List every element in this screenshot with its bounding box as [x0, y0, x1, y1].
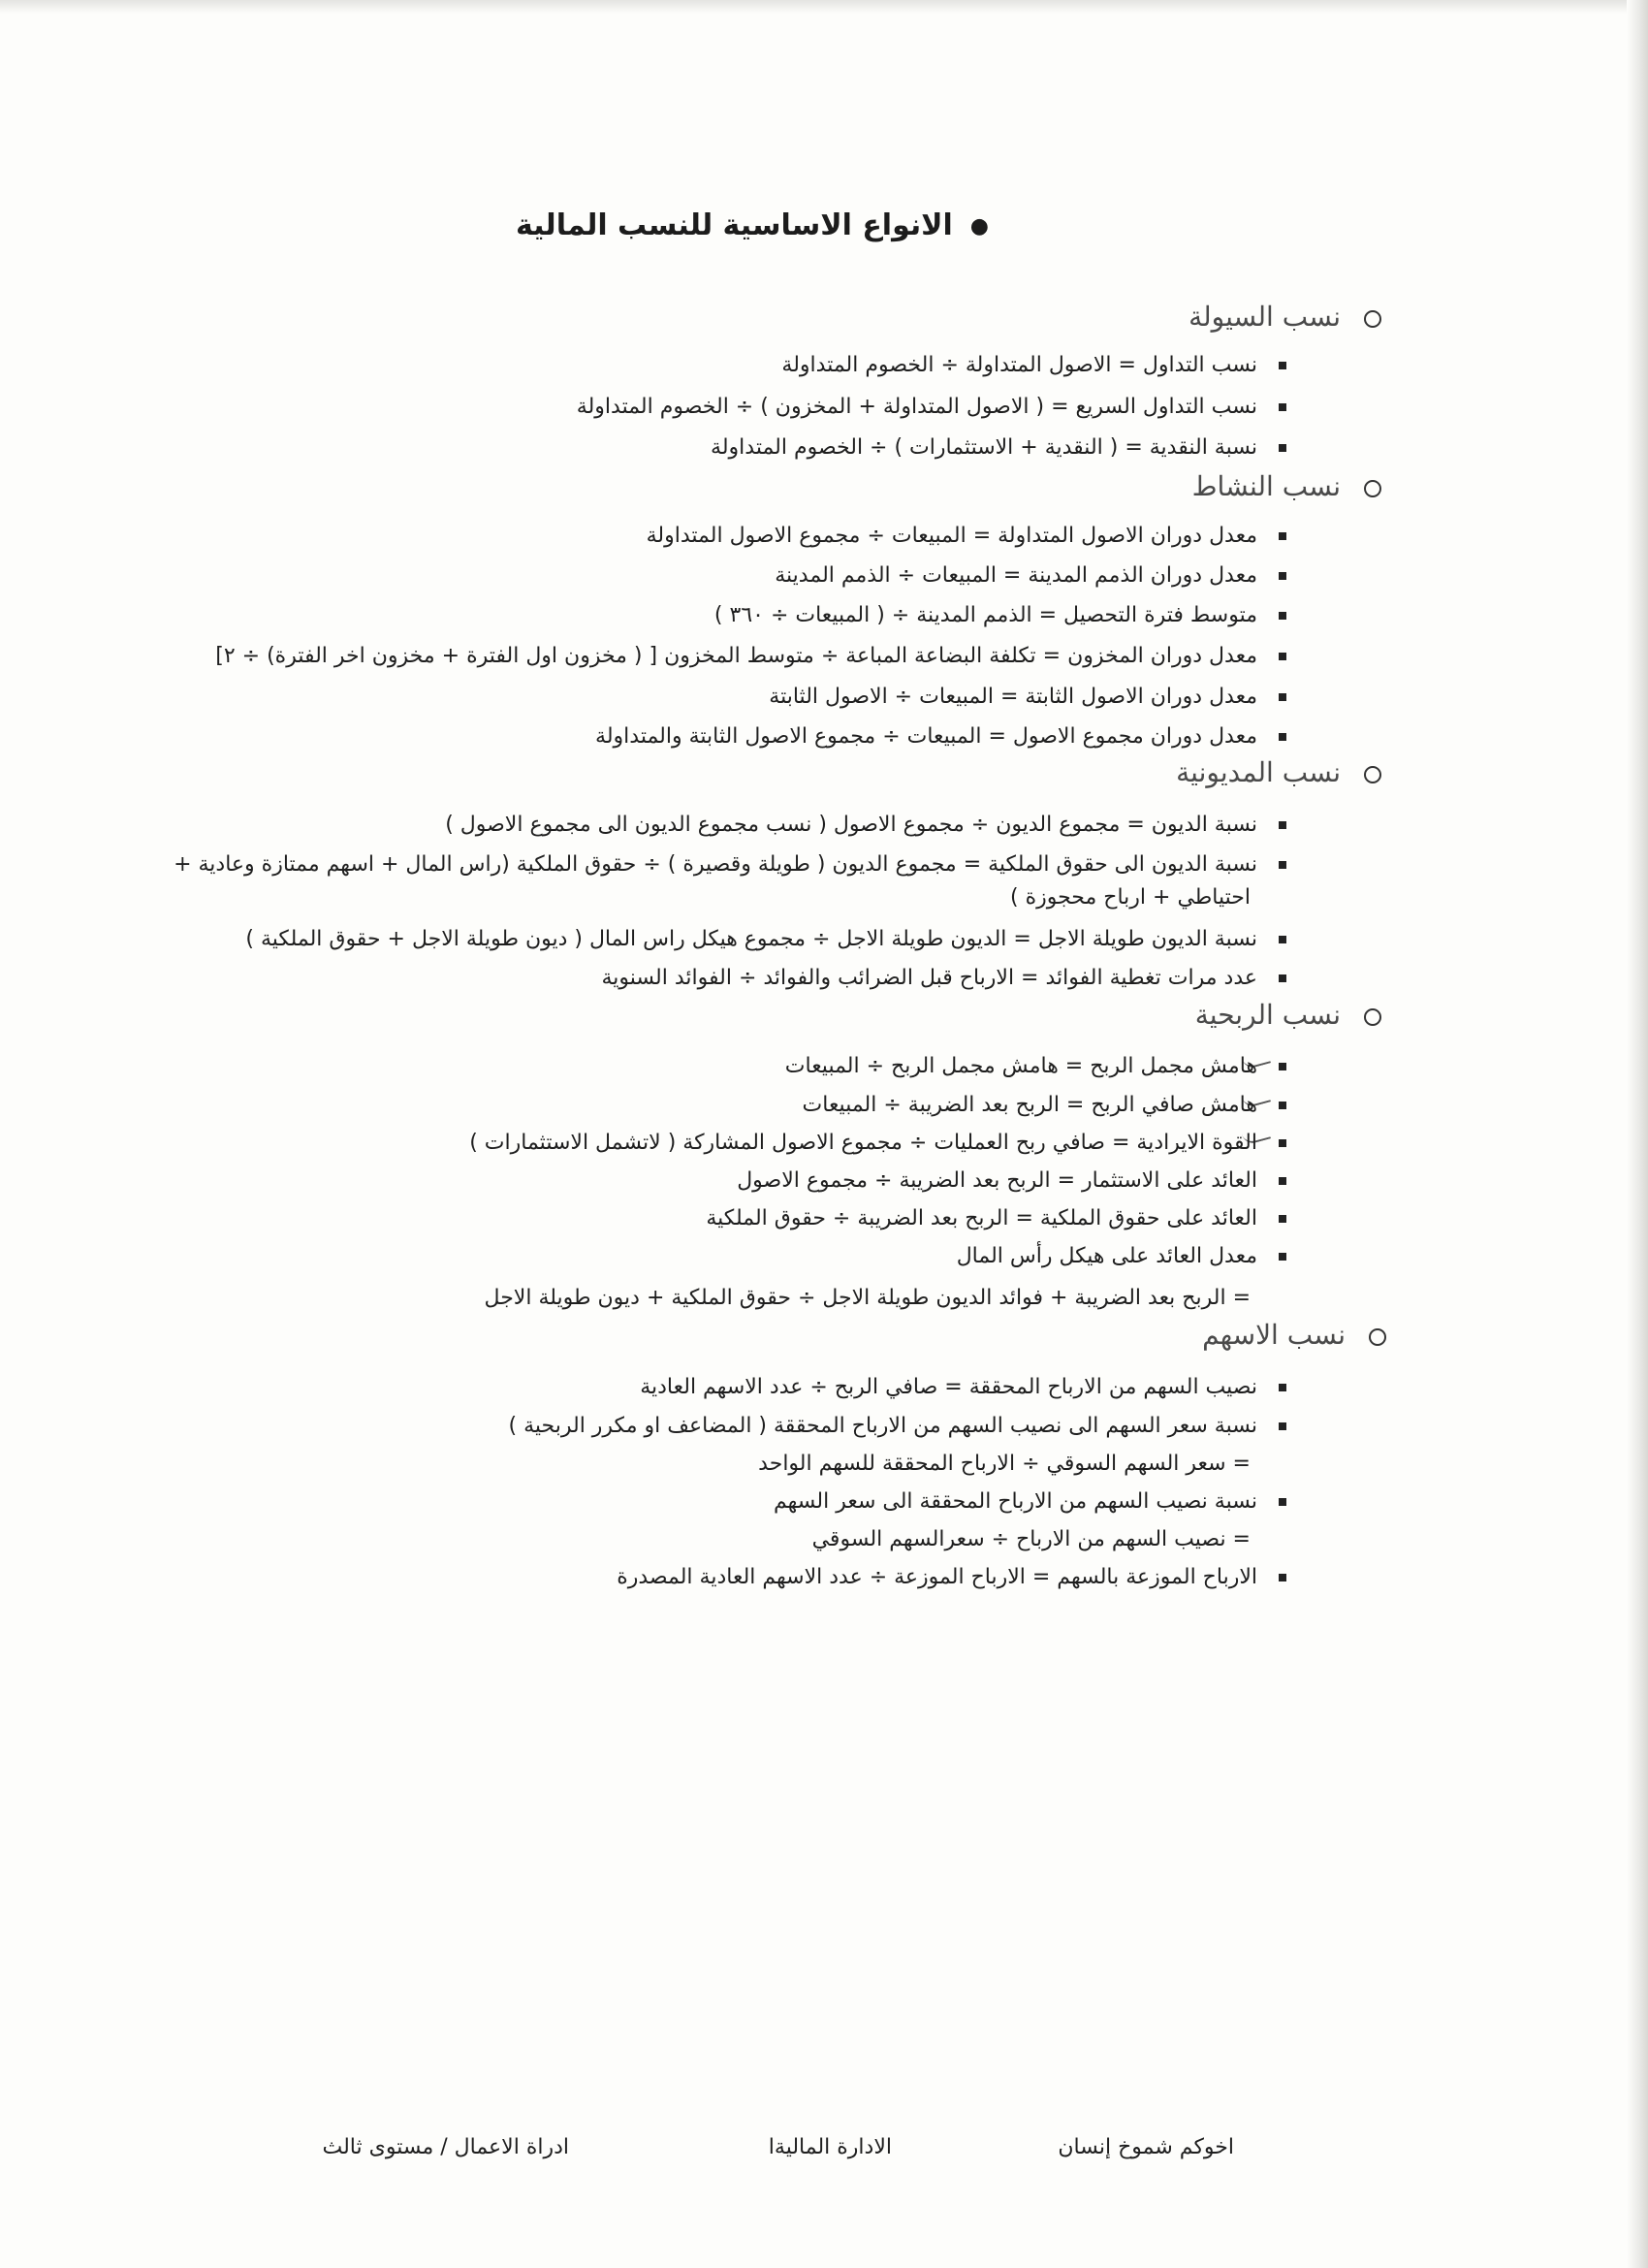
list-item: نسبة نصيب السهم من الارباح المحققة الى سعر السهم [774, 1484, 1286, 1520]
square-bullet-icon [1279, 821, 1286, 829]
square-bullet-icon [1279, 693, 1286, 701]
square-bullet-icon [1279, 403, 1286, 411]
page-title-text: الانواع الاساسية للنسب المالية [515, 208, 953, 242]
list-item-continuation: احتياطي + ارباح محجوزة ) [1010, 885, 1251, 910]
square-bullet-icon [1279, 1498, 1286, 1506]
section-heading-debt: نسب المديونية [1176, 756, 1381, 788]
list-item: نسب التداول = الاصول المتداولة ÷ الخصوم المتداولة [781, 347, 1286, 384]
list-item: هامش صافي الربح = الربح بعد الضريبة ÷ المبيعات [803, 1087, 1286, 1124]
list-item: نسبة الديون الى حقوق الملكية = مجموع الديون ( طويلة وقصيرة ) ÷ حقوق الملكية (راس المال + اسهم ممتازة وعادية + [174, 847, 1286, 883]
list-item: معدل دوران المخزون = تكلفة البضاعة المباعة ÷ متوسط المخزون [ ( مخزون اول الفترة + مخزون اخر الفترة) ÷ ٢] [215, 638, 1286, 675]
list-item: العائد على الاستثمار = الربح بعد الضريبة ÷ مجموع الاصول [737, 1163, 1286, 1199]
section-heading-liquidity: نسب السيولة [1188, 301, 1381, 333]
list-item: معدل دوران مجموع الاصول = المبيعات ÷ مجموع الاصول الثابتة والمتداولة [595, 719, 1286, 755]
square-bullet-icon [1279, 1422, 1286, 1430]
list-item-continuation: = الربح بعد الضريبة + فوائد الديون طويلة الاجل ÷ حقوق الملكية + ديون طويلة الاجل [484, 1286, 1251, 1310]
square-bullet-icon [1279, 444, 1286, 452]
circle-bullet-icon [1364, 480, 1381, 497]
square-bullet-icon [1279, 861, 1286, 869]
footer-level: ادراة الاعمال / مستوى ثالث [322, 2135, 569, 2159]
page-title [515, 208, 989, 242]
list-item: عدد مرات تغطية الفوائد = الارباح قبل الضرائب والفوائد ÷ الفوائد السنوية [602, 960, 1287, 997]
square-bullet-icon [1279, 1063, 1286, 1070]
list-item: معدل دوران الاصول الثابتة = المبيعات ÷ الاصول الثابتة [769, 679, 1286, 716]
square-bullet-icon [1279, 733, 1286, 741]
list-item: القوة الايرادية = صافي ربح العمليات ÷ مجموع الاصول المشاركة ( لاتشمل الاستثمارات ) [469, 1125, 1286, 1162]
square-bullet-icon [1279, 532, 1286, 540]
list-item: نسبة الديون = مجموع الديون ÷ مجموع الاصول ( نسب مجموع الديون الى مجموع الاصول ) [445, 807, 1286, 844]
footer-author: اخوكم شموخ إنسان [1058, 2135, 1234, 2159]
square-bullet-icon [1279, 362, 1286, 369]
list-item: معدل العائد على هيكل رأس المال [957, 1238, 1286, 1275]
square-bullet-icon [1279, 1215, 1286, 1223]
list-item: نسبة النقدية = ( النقدية + الاستثمارات ) ÷ الخصوم المتداولة [711, 430, 1286, 466]
list-item: هامش مجمل الربح = هامش مجمل الربح ÷ المبيعات [785, 1048, 1286, 1085]
list-item: نسبة سعر السهم الى نصيب السهم من الارباح المحققة ( المضاعف او مكرر الربحية ) [509, 1408, 1286, 1445]
bullet-icon: ● [969, 214, 989, 239]
list-item: نصيب السهم من الارباح المحققة = صافي الربح ÷ عدد الاسهم العادية [640, 1369, 1286, 1406]
section-heading-shares: نسب الاسهم [1202, 1319, 1386, 1351]
square-bullet-icon [1279, 1384, 1286, 1391]
circle-bullet-icon [1364, 310, 1381, 328]
square-bullet-icon [1279, 1139, 1286, 1147]
square-bullet-icon [1279, 572, 1286, 580]
list-item: معدل دوران الاصول المتداولة = المبيعات ÷ مجموع الاصول المتداولة [647, 518, 1286, 555]
square-bullet-icon [1279, 1177, 1286, 1185]
circle-bullet-icon [1364, 1008, 1381, 1026]
square-bullet-icon [1279, 974, 1286, 982]
square-bullet-icon [1279, 612, 1286, 620]
square-bullet-icon [1279, 653, 1286, 660]
scan-shadow-top [0, 0, 1648, 14]
scan-shadow-right [1627, 0, 1648, 2268]
circle-bullet-icon [1364, 766, 1381, 783]
list-item: الارباح الموزعة بالسهم = الارباح الموزعة ÷ عدد الاسهم العادية المصدرة [617, 1559, 1286, 1596]
footer-course: الادارة الماليةا [768, 2135, 892, 2159]
square-bullet-icon [1279, 936, 1286, 943]
list-item: متوسط فترة التحصيل = الذمم المدينة ÷ ( المبيعات ÷ ٣٦٠ ) [714, 597, 1286, 634]
list-item: نسبة الديون طويلة الاجل = الديون طويلة الاجل ÷ مجموع هيكل راس المال ( ديون طويلة الاجل + حقوق الملكية ) [245, 921, 1286, 958]
square-bullet-icon [1279, 1574, 1286, 1581]
list-item-continuation: = سعر السهم السوقي ÷ الارباح المحققة للسهم الواحد [758, 1452, 1251, 1476]
square-bullet-icon [1279, 1253, 1286, 1261]
list-item: العائد على حقوق الملكية = الربح بعد الضريبة ÷ حقوق الملكية [706, 1200, 1286, 1237]
list-item: معدل دوران الذمم المدينة = المبيعات ÷ الذمم المدينة [775, 558, 1286, 594]
square-bullet-icon [1279, 1102, 1286, 1109]
section-heading-profitability: نسب الربحية [1195, 999, 1381, 1031]
circle-bullet-icon [1369, 1328, 1386, 1346]
list-item-continuation: = نصيب السهم من الارباح ÷ سعرالسهم السوقي [811, 1527, 1251, 1551]
list-item: نسب التداول السريع = ( الاصول المتداولة + المخزون ) ÷ الخصوم المتداولة [577, 389, 1286, 426]
section-heading-activity: نسب النشاط [1192, 470, 1381, 502]
